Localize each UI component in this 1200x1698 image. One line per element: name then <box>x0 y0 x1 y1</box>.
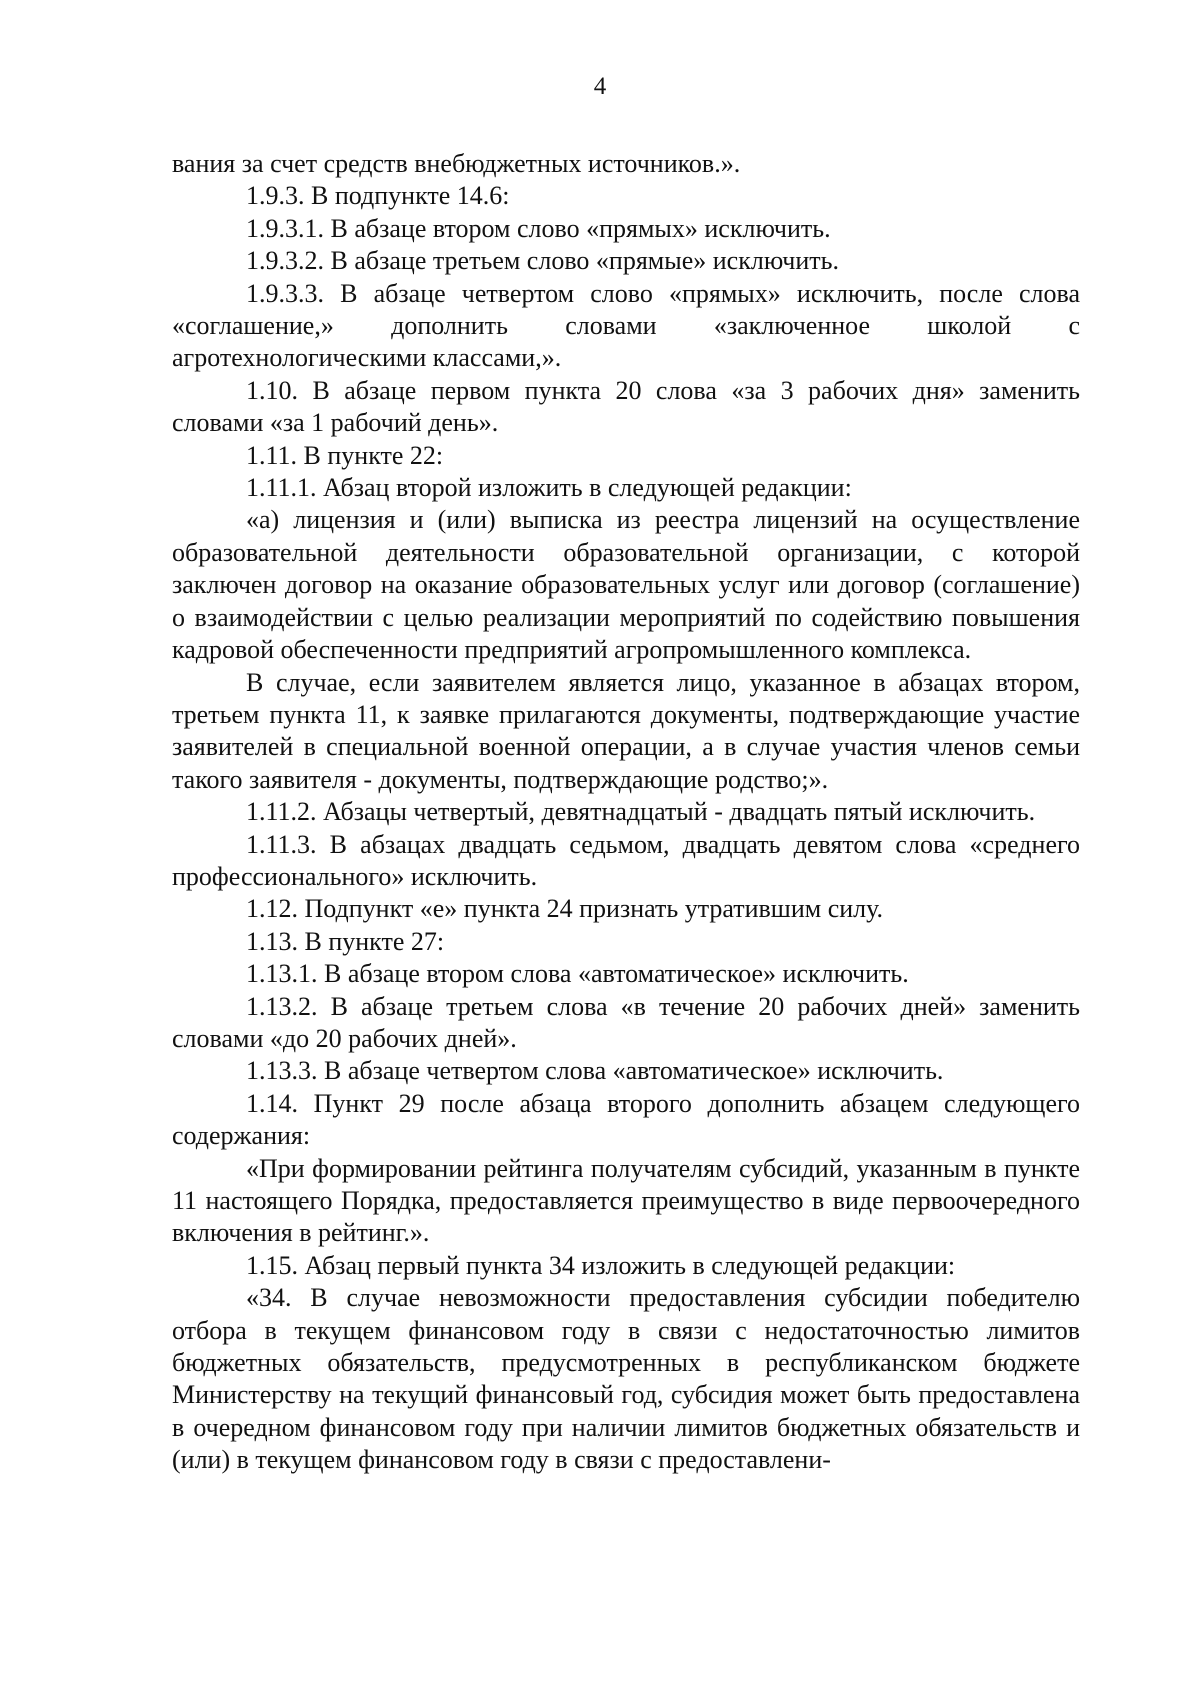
paragraph: «а) лицензия и (или) выписка из реестра лицензий на осуществление образовательной деятельности образовательной организации, с которой заключен договор на оказание образовательных услуг или договор (соглашение) о взаимодействии с целью реализации мероприятий по содействию повышения кадровой обеспеченности предприятий агропромышленного комплекса. <box>172 505 1080 665</box>
paragraph: 1.13. В пункте 27: <box>246 926 445 956</box>
paragraph: 1.11. В пункте 22: <box>246 440 444 470</box>
page-number: 4 <box>593 73 607 100</box>
paragraph: 1.9.3.2. В абзаце третьем слово «прямые» исключить. <box>246 246 839 276</box>
paragraph: 1.13.1. В абзаце втором слова «автоматическое» исключить. <box>246 959 909 989</box>
paragraph: 1.15. Абзац первый пункта 34 изложить в следующей редакции: <box>246 1250 956 1280</box>
paragraph: 1.11.3. В абзацах двадцать седьмом, двадцать девятом слова «среднего профессионального» исключить. <box>172 829 1080 891</box>
paragraph: 1.14. Пункт 29 после абзаца второго дополнить абзацем следующего содержания: <box>172 1088 1080 1151</box>
paragraph: 1.11.1. Абзац второй изложить в следующей редакции: <box>246 473 852 503</box>
paragraph: 1.11.2. Абзацы четвертый, девятнадцатый - двадцать пятый исключить. <box>246 797 1036 827</box>
paragraph: 1.12. Подпункт «е» пункта 24 признать утратившим силу. <box>246 894 884 924</box>
paragraph: 1.9.3.3. В абзаце четвертом слово «прямых» исключить, после слова «соглашение,» дополнить словами «заключенное школой с агротехнологическими классами,». <box>172 278 1080 373</box>
paragraph: «34. В случае невозможности предоставления субсидии победителю отбора в текущем финансовом году в связи с недостаточностью лимитов бюджетных обязательств, предусмотренных в республиканском бюджете Министерству на текущий финансовый год, субсидия может быть предоставлена в очередном финансовом году при наличии лимитов бюджетных обязательств и (или) в текущем финансовом году в связи с предоставлени- <box>172 1283 1080 1475</box>
paragraph: 1.13.3. В абзаце четвертом слова «автоматическое» исключить. <box>246 1056 944 1086</box>
paragraph: 1.13.2. В абзаце третьем слова «в течение 20 рабочих дней» заменить словами «до 20 рабочих дней». <box>172 991 1080 1053</box>
paragraph: 1.10. В абзаце первом пункта 20 слова «за 3 рабочих дня» заменить словами «за 1 рабочий день». <box>172 375 1080 438</box>
paragraph: 1.9.3. В подпункте 14.6: <box>246 181 510 211</box>
paragraph: «При формировании рейтинга получателям субсидий, указанным в пункте 11 настоящего Порядка, предоставляется преимущество в виде первоочередного включения в рейтинг.». <box>172 1153 1080 1248</box>
paragraph: 1.9.3.1. В абзаце втором слово «прямых» исключить. <box>246 213 831 243</box>
document-body <box>172 148 1080 1477</box>
paragraph: вания за счет средств внебюджетных источников.». <box>172 149 741 178</box>
paragraph: В случае, если заявителем является лицо, указанное в абзацах втором, третьем пункта 11, к заявке прилагаются документы, подтверждающие участие заявителей в специальной военной операции, а в случае участия членов семьи такого заявителя - документы, подтверждающие родство;». <box>172 667 1080 794</box>
